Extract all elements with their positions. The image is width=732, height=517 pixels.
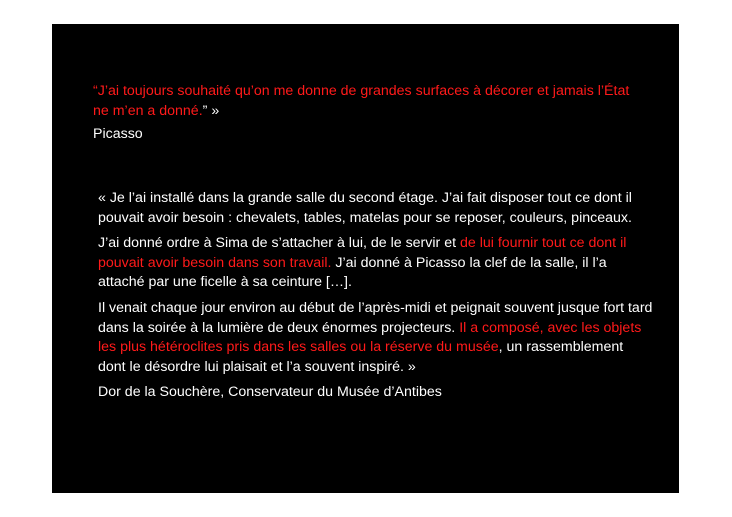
paragraph-3 — [98, 299, 654, 377]
quote-attribution: Picasso — [93, 126, 143, 142]
paragraph-3-highlight: Il a composé, avec les objets les plus hétéroclites pris dans les salles ou la réserve du musée — [98, 319, 642, 356]
paragraph-2-after: J’ai donné à Picasso la clef de la salle, il l’a attaché par une ficelle à sa ceinture […]. — [98, 254, 607, 291]
paragraph-2-highlight: de lui fournir tout ce dont il pouvait avoir besoin dans son travail. — [98, 235, 627, 271]
quote-close-mark: ” » — [202, 102, 220, 119]
paragraph-2-before: J’ai donné ordre à Sima de s’attacher à lui, de le servir et — [98, 235, 460, 252]
paragraph-1: « Je l’ai installé dans la grande salle du second étage. J’ai fait disposer tout ce dont il pouvait avoir besoin : chevalets, tables, matelas pour se reposer, couleurs, pinceaux. — [98, 190, 632, 226]
picasso-quote — [93, 82, 633, 121]
quote-text: “J’ai toujours souhaité qu’on me donne de grandes surfaces à décorer et jamais l’État ne m’en a donné. — [93, 83, 630, 119]
paragraph-2 — [98, 234, 654, 293]
testimony-block — [98, 189, 654, 409]
slide — [52, 24, 679, 493]
source-attribution: Dor de la Souchère, Conservateur du Musée d’Antibes — [98, 384, 442, 401]
paragraph-3-after: , un rassemblement dont le désordre lui plaisait et l’a souvent inspiré. » — [98, 339, 624, 375]
paragraph-3-before: Il venait chaque jour environ au début de l’après-midi et peignait souvent jusque fort tard dans la soirée à la lumière de deux énormes projecteurs. — [98, 299, 653, 336]
